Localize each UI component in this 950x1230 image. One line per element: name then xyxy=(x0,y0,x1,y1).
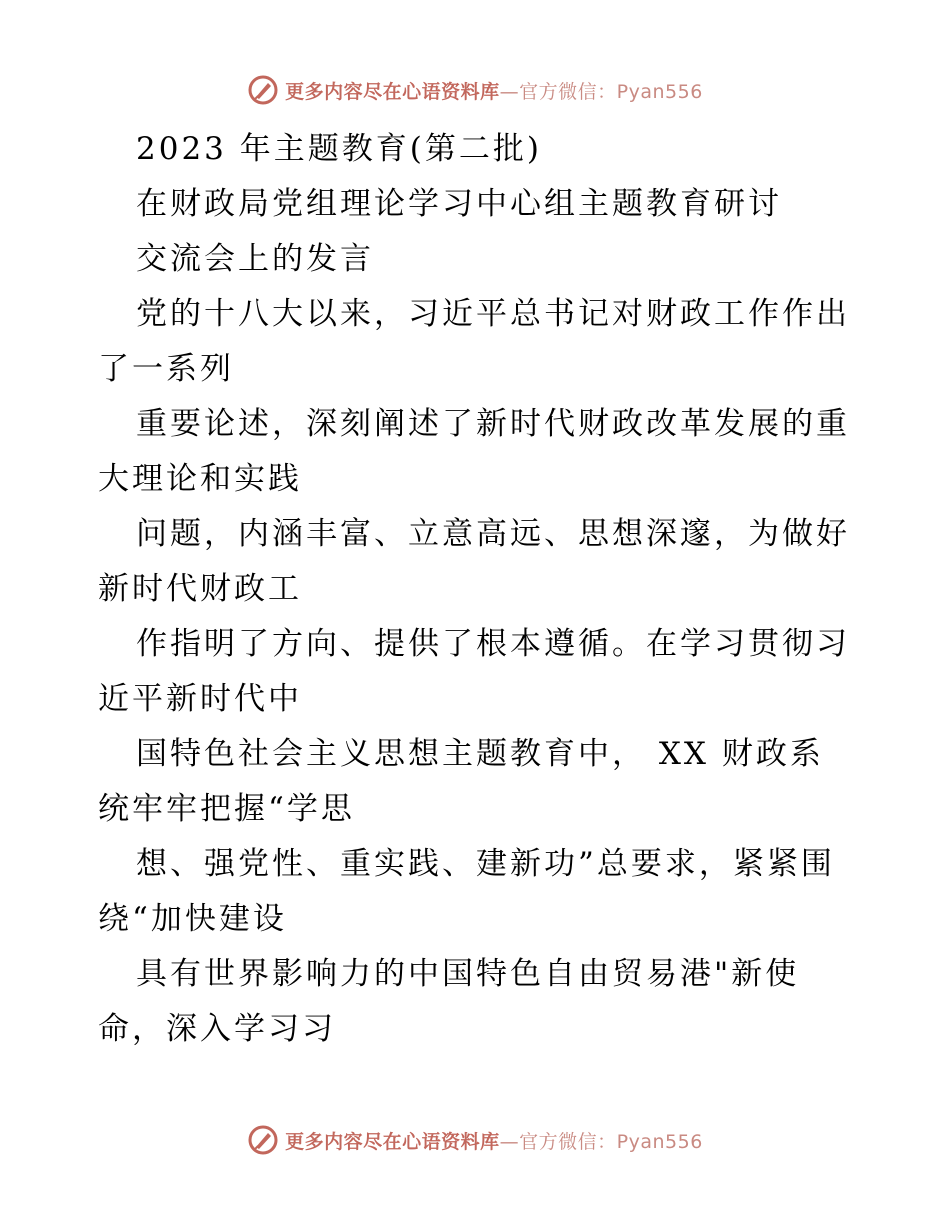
text-line: 2023 年主题教育(第二批) xyxy=(136,131,542,167)
text-line: 问题，内涵丰富、立意高远、思想深邃，为做好 xyxy=(136,516,850,552)
watermark-text xyxy=(285,1127,703,1154)
watermark-primary: 更多内容尽在心语资料库 xyxy=(285,1130,500,1153)
text-line: 了一系列 xyxy=(98,351,234,387)
text-line: 命，深入学习习 xyxy=(98,1011,336,1047)
watermark-primary: 更多内容尽在心语资料库 xyxy=(285,80,500,103)
text-line: 大理论和实践 xyxy=(98,461,302,497)
quill-logo-icon xyxy=(247,1124,279,1156)
footer-watermark xyxy=(0,1120,950,1160)
text-line: 交流会上的发言 xyxy=(136,241,374,277)
text-line: 新时代财政工 xyxy=(98,571,302,607)
text-line: 近平新时代中 xyxy=(98,681,302,717)
quill-logo-icon xyxy=(247,74,279,106)
watermark-secondary: —官方微信：Pyan556 xyxy=(499,80,703,103)
text-line: 党的十八大以来，习近平总书记对财政工作作出 xyxy=(136,296,850,332)
watermark-text xyxy=(285,77,703,104)
text-line: 想、强党性、重实践、建新功”总要求，紧紧围 xyxy=(136,846,835,882)
watermark-secondary: —官方微信：Pyan556 xyxy=(499,1130,703,1153)
text-line: 作指明了方向、提供了根本遵循。在学习贯彻习 xyxy=(136,626,850,662)
document-body xyxy=(98,122,858,1057)
text-line: 具有世界影响力的中国特色自由贸易港"新使 xyxy=(136,956,800,992)
text-line: 在财政局党组理论学习中心组主题教育研讨 xyxy=(136,186,782,222)
text-line: 绕“加快建设 xyxy=(98,901,287,937)
text-line: 统牢牢把握“学思 xyxy=(98,791,355,827)
header-watermark xyxy=(0,70,950,110)
text-line: 重要论述，深刻阐述了新时代财政改革发展的重 xyxy=(136,406,850,442)
text-line: 国特色社会主义思想主题教育中， XX 财政系 xyxy=(136,736,824,772)
